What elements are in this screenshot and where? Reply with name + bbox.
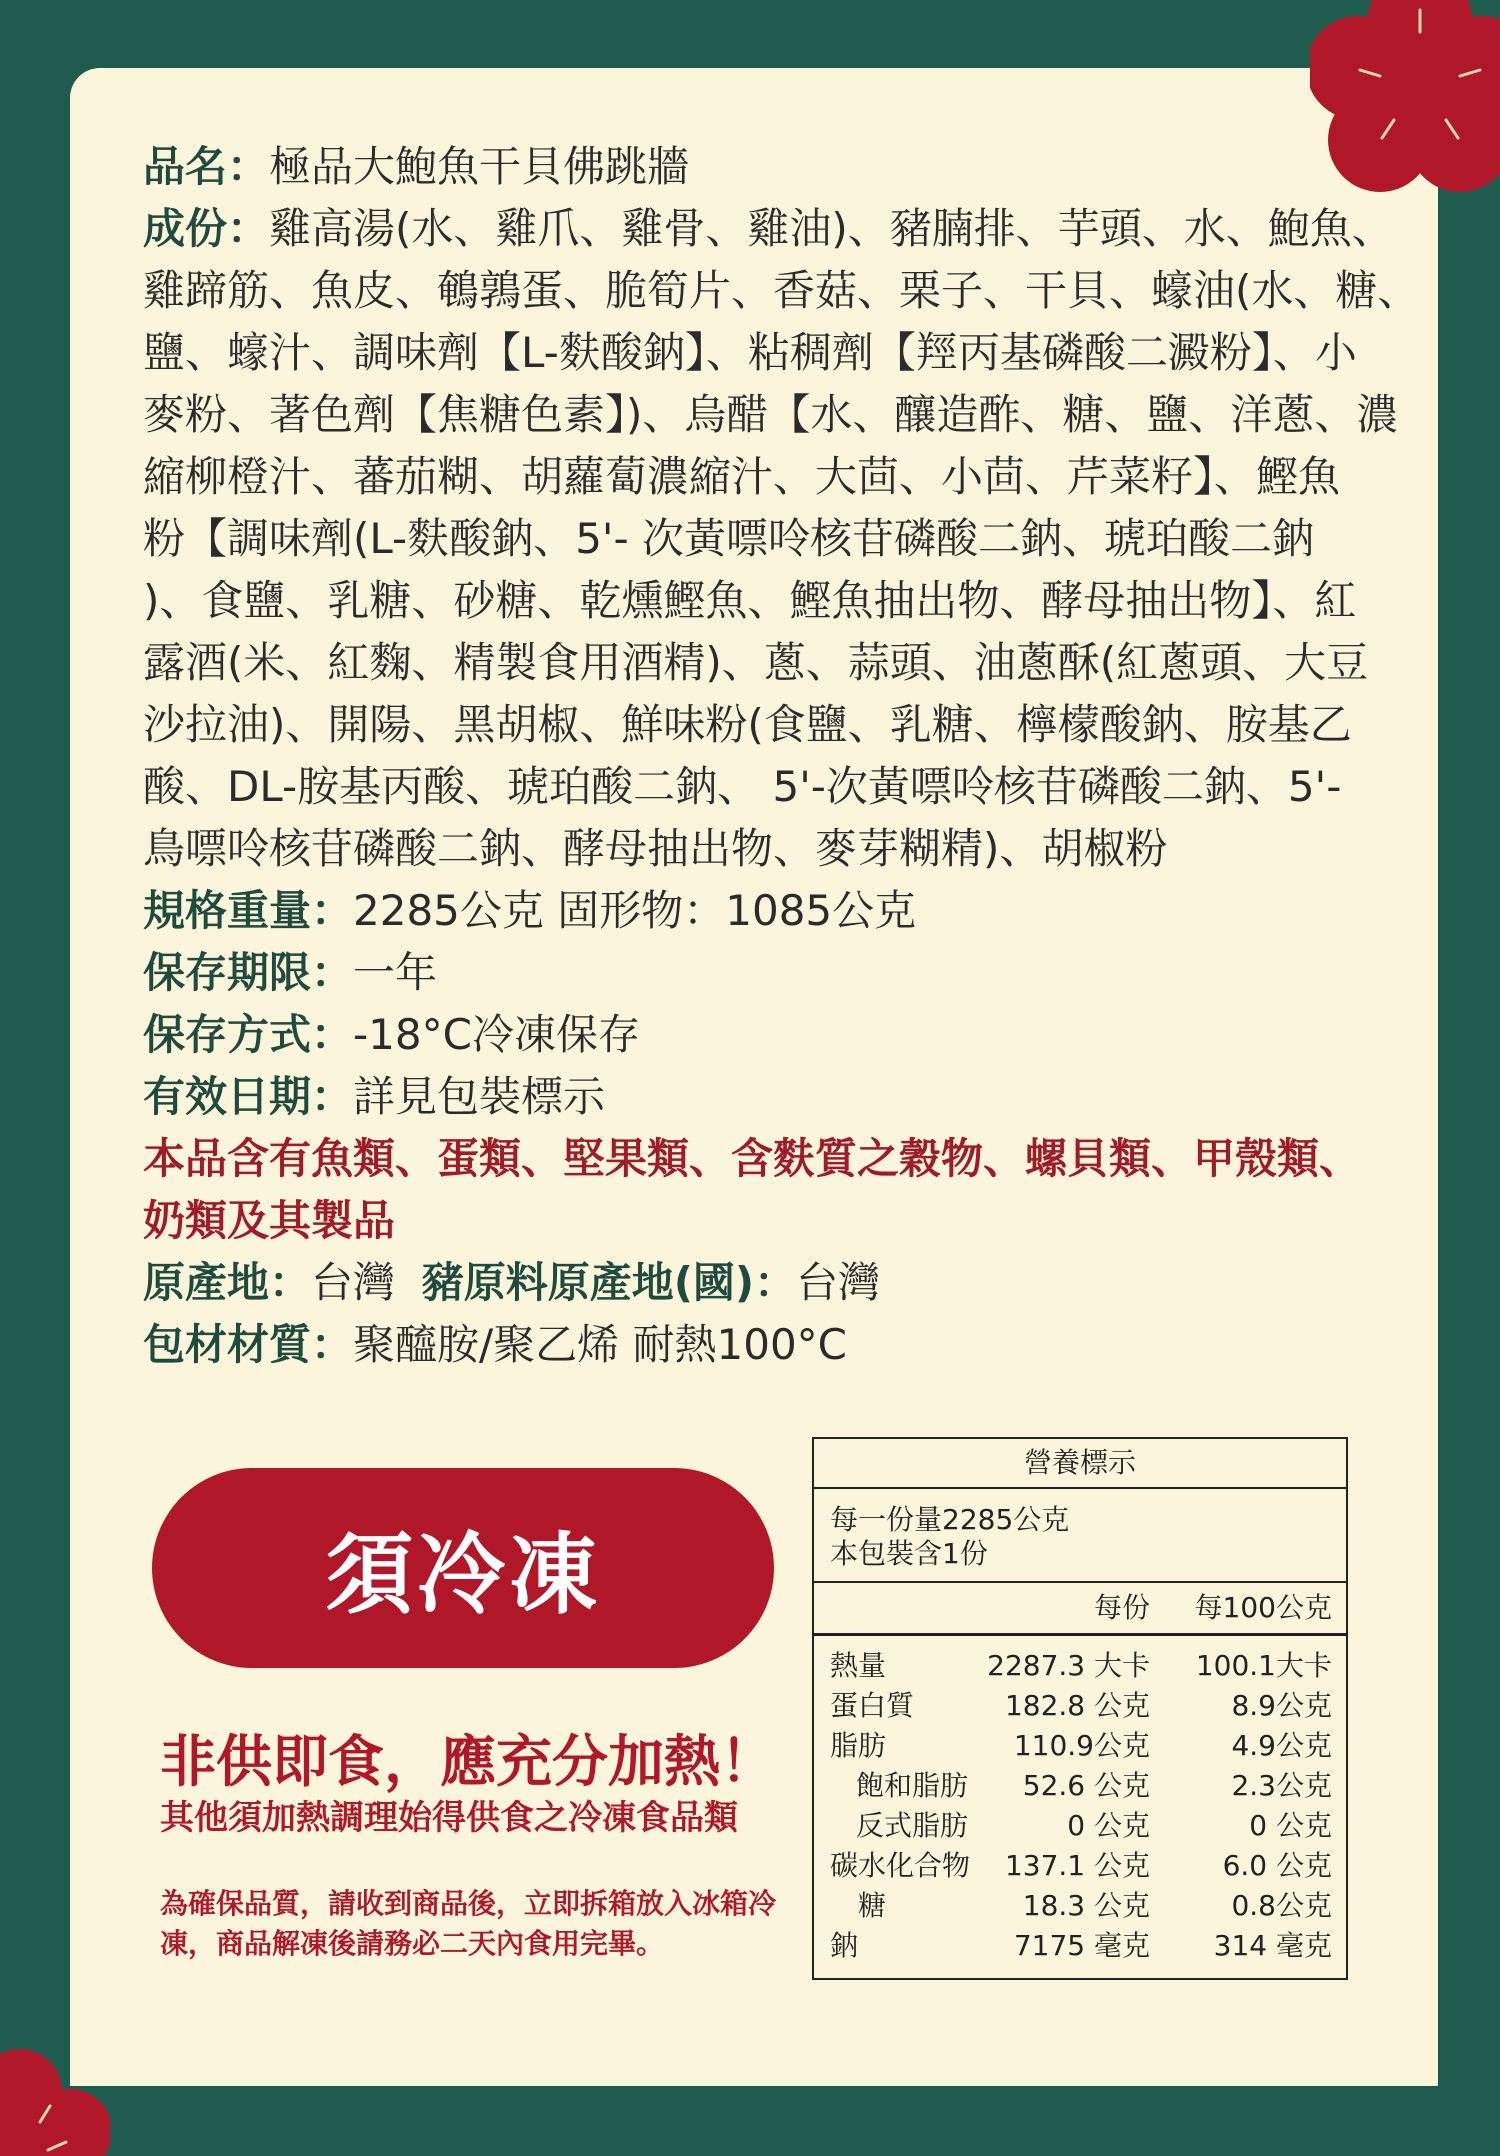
keep-frozen-badge: 須冷凍: [152, 1468, 774, 1668]
expiry-label: 有效日期：: [143, 1072, 354, 1121]
ingredients-line: 鳥嘌呤核苷磷酸二鈉、酵母抽出物、麥芽糊精)、胡椒粉: [143, 824, 1168, 873]
col-per-serving: 每份: [1093, 1591, 1150, 1624]
origin-row: [143, 1252, 1373, 1314]
nutrition-row: 蛋白質 182.8 公克 8.9公克: [830, 1689, 1332, 1722]
allergen-warning: 本品含有魚類、蛋類、堅果類、含麩質之穀物、螺貝類、甲殼類、: [143, 1134, 1362, 1183]
flower-decoration-icon: [0, 2046, 110, 2156]
shelf-life-row: [143, 942, 1373, 1004]
product-name-value: 極品大鮑魚干貝佛跳牆: [269, 142, 690, 191]
nutrition-table: [812, 1437, 1348, 1980]
nutrition-row: 熱量 2287.3 大卡 100.1大卡: [830, 1649, 1332, 1682]
nutrition-row: 飽和脂肪 52.6 公克 2.3公克: [856, 1769, 1332, 1802]
pork-origin-label: 豬原料原產地(國)：: [421, 1258, 797, 1307]
heating-warning: 非供即食，應充分加熱！: [160, 1730, 776, 1795]
serving-size: 每一份量2285公克: [830, 1503, 1070, 1536]
nutrition-title: 營養標示: [814, 1439, 1346, 1489]
nutrition-row: 碳水化合物 137.1 公克 6.0 公克: [830, 1849, 1332, 1882]
ingredients-label: 成份：: [143, 204, 270, 253]
product-name-row: [143, 136, 1373, 198]
servings-per-pack: 本包裝含1份: [830, 1537, 988, 1570]
material-value: 聚醯胺/聚乙烯 耐熱100°C: [353, 1320, 848, 1369]
product-name-label: 品名：: [143, 142, 270, 191]
food-category-note: 其他須加熱調理始得供食之冷凍食品類: [160, 1798, 738, 1838]
shelf-life-value: 一年: [353, 948, 438, 997]
expiry-value: 詳見包裝標示: [353, 1072, 606, 1121]
origin-label: 原產地：: [143, 1258, 312, 1307]
material-label: 包材材質：: [143, 1320, 354, 1369]
serving-info: [814, 1489, 1346, 1583]
ingredients-line: 雞蹄筋、魚皮、鵪鶉蛋、脆筍片、香菇、栗子、干貝、蠔油(水、糖、: [143, 266, 1420, 315]
ingredients-line: 麥粉、著色劑【焦糖色素】)、烏醋【水、釀造酢、糖、鹽、洋蔥、濃: [143, 390, 1399, 439]
nutrition-row: 鈉 7175 毫克 314 毫克: [830, 1929, 1332, 1962]
ingredients-line: 雞高湯(水、雞爪、雞骨、雞油)、豬腩排、芋頭、水、鮑魚、: [269, 204, 1394, 253]
nutrition-row: 反式脂肪 0 公克 0 公克: [856, 1809, 1332, 1842]
ingredients-line: 酸、DL-胺基丙酸、琥珀酸二鈉、 5'-次黃嘌呤核苷磷酸二鈉、5'-: [143, 762, 1342, 811]
ingredients-line: 沙拉油)、開陽、黑胡椒、鮮味粉(食鹽、乳糖、檸檬酸鈉、胺基乙: [143, 700, 1352, 749]
ingredients-line: 粉【調味劑(L-麩酸鈉、5'- 次黃嘌呤核苷磷酸二鈉、琥珀酸二鈉: [143, 514, 1314, 563]
nutrition-row: 脂肪 110.9公克 4.9公克: [830, 1729, 1332, 1762]
weight-value: 2285公克 固形物：1085公克: [353, 886, 917, 935]
nutrition-rows: [814, 1636, 1346, 1978]
pork-origin-value: 台灣: [796, 1258, 881, 1307]
shelf-life-label: 保存期限：: [143, 948, 354, 997]
nutrition-row: 糖 18.3 公克 0.8公克: [858, 1889, 1332, 1922]
weight-label: 規格重量：: [143, 886, 354, 935]
storage-row: [143, 1004, 1373, 1066]
material-row: [143, 1314, 1373, 1376]
storage-value: -18°C冷凍保存: [353, 1010, 640, 1059]
storage-advice: 為確保品質，請收到商品後，立即拆箱放入冰箱冷凍，商品解凍後請務必二天內食用完畢。: [160, 1887, 777, 1960]
allergen-warning: 奶類及其製品: [143, 1196, 396, 1245]
ingredients-line: 縮柳橙汁、蕃茄糊、胡蘿蔔濃縮汁、大茴、小茴、芹菜籽】、鰹魚: [143, 452, 1341, 501]
expiry-row: [143, 1066, 1373, 1128]
col-per-100g: 每100公克: [1194, 1591, 1332, 1624]
ingredients-line: 露酒(米、紅麴、精製食用酒精)、蔥、蒜頭、油蔥酥(紅蔥頭、大豆: [143, 638, 1369, 687]
storage-label: 保存方式：: [143, 1010, 354, 1059]
ingredients-line: 鹽、蠔汁、調味劑【L-麩酸鈉】、粘稠劑【羥丙基磷酸二澱粉】、小: [143, 328, 1357, 377]
ingredients-line: )、食鹽、乳糖、砂糖、乾燻鰹魚、鰹魚抽出物、酵母抽出物】、紅: [143, 576, 1357, 625]
weight-row: [143, 880, 1373, 942]
origin-value: 台灣: [311, 1258, 396, 1307]
nutrition-header: [814, 1583, 1346, 1636]
product-info: [143, 136, 1420, 1376]
ingredients-row: [143, 198, 1394, 260]
